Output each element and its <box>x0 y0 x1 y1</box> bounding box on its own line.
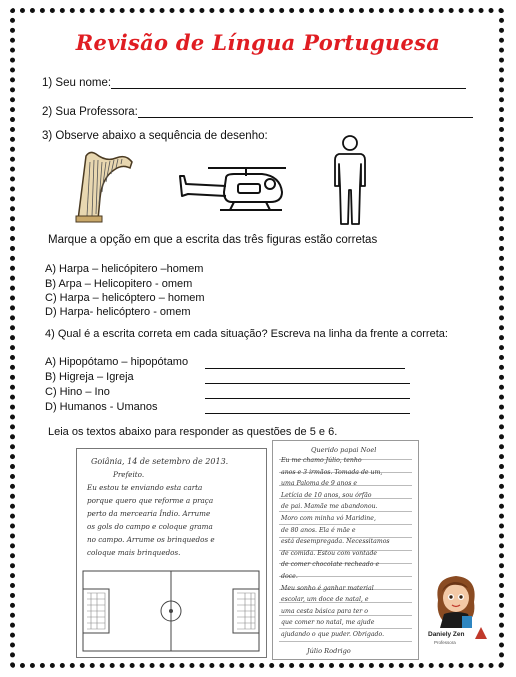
text-1-header: Goiânia, 14 de setembro de 2013. <box>91 457 229 466</box>
text-2-body <box>281 455 415 641</box>
reading-text-1 <box>76 448 267 658</box>
q3-option-b[interactable]: B) Arpa – Helicopitero - omem <box>45 278 193 290</box>
q4-answer-line-d[interactable] <box>205 402 410 414</box>
text-1-line-2: porque quero que reforme a praça <box>87 496 214 505</box>
man-icon <box>330 134 370 226</box>
text-2-header: Querido papai Noel <box>311 446 377 454</box>
text-2-line: de comida. Estou com vontade <box>281 549 378 557</box>
text-2-line: que comer no natal, me ajude <box>281 619 375 627</box>
reading-instruction: Leia os textos abaixo para responder as questões de 5 e 6. <box>48 426 338 438</box>
text-2-line: ajudando o que puder. Obrigado. <box>281 630 385 638</box>
text-1-line-6: coloque mais brinquedos. <box>87 548 181 557</box>
text-2-line: uma cesta básica para ter o <box>281 607 368 615</box>
question-2-label: 2) Sua Professora: <box>42 106 138 118</box>
text-2-line: de comer chocolate recheado e <box>281 561 380 569</box>
harp-icon <box>72 148 137 223</box>
question-3-label: 3) Observe abaixo a sequência de desenho: <box>42 130 268 142</box>
q4-item-d: D) Humanos - Umanos <box>45 401 158 413</box>
triangle-logo-icon <box>474 626 488 640</box>
q4-item-b: B) Higreja – Igreja <box>45 371 134 383</box>
text-2-line: doce. <box>281 572 298 580</box>
text-2-line: Meu sonho é ganhar material <box>281 584 374 592</box>
text-1-line-3: perto da mercearia Índio. Arrume <box>87 509 211 518</box>
q4-item-c: C) Hino – Ino <box>45 386 110 398</box>
watermark-subtitle: Professora <box>434 640 456 645</box>
q4-item-a: A) Hipopótamo – hipopótamo <box>45 356 189 368</box>
question-1-label: 1) Seu nome: <box>42 77 112 89</box>
text-2-line: escolar, um doce de natal, e <box>281 596 369 604</box>
q3-option-c[interactable]: C) Harpa – helicóptero – homem <box>45 292 205 304</box>
text-1-line-4: os gols do campo e coloque grama <box>87 522 213 531</box>
text-2-line: de 80 anos. Ela é mãe e <box>281 526 356 534</box>
page-title: Revisão de Língua Portuguesa <box>75 30 441 55</box>
name-answer-line[interactable] <box>111 77 466 89</box>
watermark-name: Daniely Zen <box>428 631 465 638</box>
teacher-avatar <box>424 570 488 630</box>
text-2-line: está desempregada. Necessitamos <box>281 538 390 546</box>
q4-answer-line-a[interactable] <box>205 357 405 369</box>
teacher-answer-line[interactable] <box>138 106 473 118</box>
text-1-line-1: Eu estou te enviando esta carta <box>87 483 203 492</box>
text-1-line-5: no campo. Arrume os brinquedos e <box>87 535 215 544</box>
reading-text-2 <box>272 440 419 660</box>
question-4-label: 4) Qual é a escrita correta em cada situação? Escreva na linha da frente a correta: <box>45 328 448 340</box>
question-1 <box>42 77 466 89</box>
text-2-line: uma Paloma de 9 anos e <box>281 480 358 488</box>
text-1-greeting: Prefeito. <box>113 470 145 479</box>
q3-option-a[interactable]: A) Harpa – helicópitero –homem <box>45 263 204 275</box>
q4-answer-line-b[interactable] <box>205 372 410 384</box>
text-2-line: Letícia de 10 anos, sou órfão <box>281 491 372 499</box>
soccer-field-drawing <box>81 569 261 653</box>
text-2-signature: Júlio Rodrigo <box>307 647 351 655</box>
text-2-line: Moro com minha vó Maridine, <box>281 514 376 522</box>
q3-option-d[interactable]: D) Harpa- helicóptero - omem <box>45 306 191 318</box>
question-2 <box>42 106 473 118</box>
text-2-line: anos e 3 irmãos. Tomada de um, <box>281 468 383 476</box>
q4-answer-line-c[interactable] <box>205 387 410 399</box>
text-2-line: Eu me chamo Júlio, tenho <box>281 457 362 464</box>
question-3-instruction: Marque a opção em que a escrita das três figuras estão corretas <box>48 234 378 246</box>
helicopter-icon <box>178 162 303 220</box>
text-2-line: de pai. Mamãe me abandonou. <box>281 503 378 511</box>
